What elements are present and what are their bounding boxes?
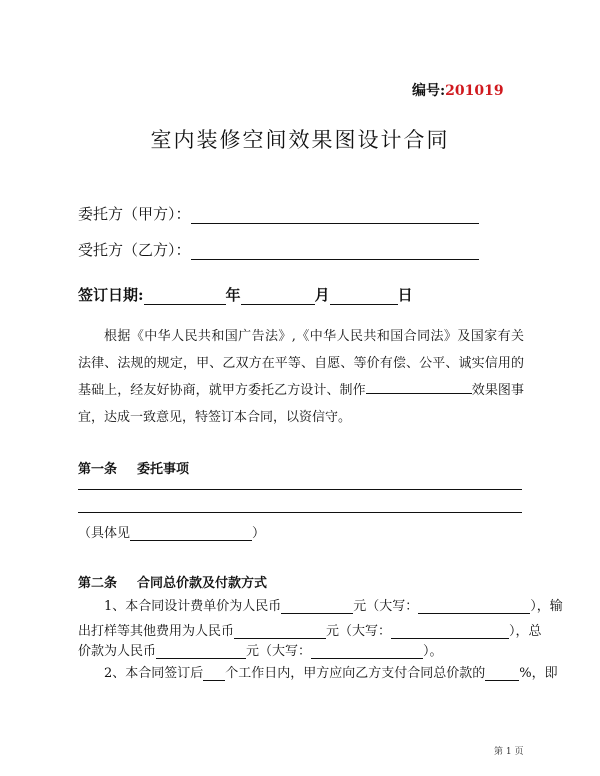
clause-2-2-text-b: 个工作日内，甲方应向乙方支付合同总价款的: [225, 666, 486, 681]
clause-2-1-text-e: 元（大写：: [326, 624, 392, 639]
sign-month-blank[interactable]: [241, 287, 315, 305]
design-fee-words-blank[interactable]: [418, 599, 530, 614]
other-fee-blank[interactable]: [234, 624, 326, 639]
other-fee-words-blank[interactable]: [391, 624, 509, 639]
sign-date-row: [78, 284, 413, 305]
contract-number-value: 201019: [445, 83, 504, 99]
design-fee-blank[interactable]: [281, 599, 353, 614]
article-1-number: 第一条: [78, 462, 118, 477]
contract-number-label: 编号:: [412, 83, 446, 99]
clause-2-1-text-g: 价款为人民币: [78, 644, 157, 659]
clause-2-2-text-c: %，即: [519, 666, 558, 681]
sign-month-label: 月: [314, 286, 330, 304]
article-2-heading: [78, 572, 267, 591]
article-1-blank-line-1[interactable]: [78, 489, 522, 490]
document-title: 室内装修空间效果图设计合同: [150, 128, 450, 152]
working-days-blank[interactable]: [203, 666, 225, 681]
total-price-words-blank[interactable]: [311, 644, 423, 659]
clause-2-1-text-a: 1、本合同设计费单价为人民币: [104, 599, 282, 614]
clause-2-1-line-2: [78, 620, 542, 639]
page-number: 第 1 页: [494, 747, 524, 757]
clause-2-1-text-c: ），输: [530, 599, 563, 614]
clause-2-1-line-1: [78, 595, 563, 614]
article-1-heading: [78, 458, 189, 477]
clause-2-1-text-h: 元（大写：: [246, 644, 312, 659]
contractor-blank[interactable]: [191, 242, 479, 260]
sign-date-label: 签订日期:: [78, 286, 144, 304]
preamble-text-1: 根据《中华人民共和国广告法》,《中华人民共和国合同法》及国家有关法律、法规的规定，甲、乙双方在平等、自愿、等价有偿、公平、诚实信用的基础上，经友好协商，就甲方委托乙方设计、制作: [78, 329, 524, 398]
percent-blank[interactable]: [485, 666, 519, 681]
detail-prefix: （具体见: [78, 526, 131, 541]
effect-subject-blank[interactable]: [366, 379, 472, 394]
client-blank[interactable]: [191, 206, 479, 224]
clause-2-1-text-b: 元（大写：: [353, 599, 419, 614]
detail-blank[interactable]: [130, 526, 252, 541]
preamble-text-2: 效果图事宜，达成一致意见，特签订本合同，以资信守。: [78, 383, 524, 425]
clause-2-1-text-i: ）。: [423, 644, 443, 659]
detail-suffix: ）: [252, 526, 266, 541]
clause-2-1-text-d: 出打样等其他费用为人民币: [78, 624, 235, 639]
contract-number: [412, 80, 504, 100]
article-1-blank-line-2[interactable]: [78, 512, 522, 513]
total-price-blank[interactable]: [156, 644, 246, 659]
clause-2-2-line-1: [78, 662, 558, 681]
client-label: 委托方（甲方）：: [78, 205, 191, 223]
clause-2-1-line-3: [78, 640, 524, 659]
sign-day-blank[interactable]: [330, 287, 398, 305]
client-row: [78, 203, 479, 224]
preamble-paragraph: [78, 323, 524, 431]
clause-2-2-text-a: 2、本合同签订后: [104, 666, 204, 681]
clause-2-1-text-f: ），总: [509, 624, 542, 639]
sign-day-label: 日: [397, 286, 413, 304]
article-2-name: 合同总价款及付款方式: [137, 576, 268, 591]
contractor-row: [78, 239, 479, 260]
article-2-number: 第二条: [78, 576, 118, 591]
contractor-label: 受托方（乙方）：: [78, 241, 191, 259]
sign-year-blank[interactable]: [144, 287, 226, 305]
article-1-detail: [78, 522, 265, 541]
sign-year-label: 年: [225, 286, 241, 304]
article-1-name: 委托事项: [137, 462, 190, 477]
